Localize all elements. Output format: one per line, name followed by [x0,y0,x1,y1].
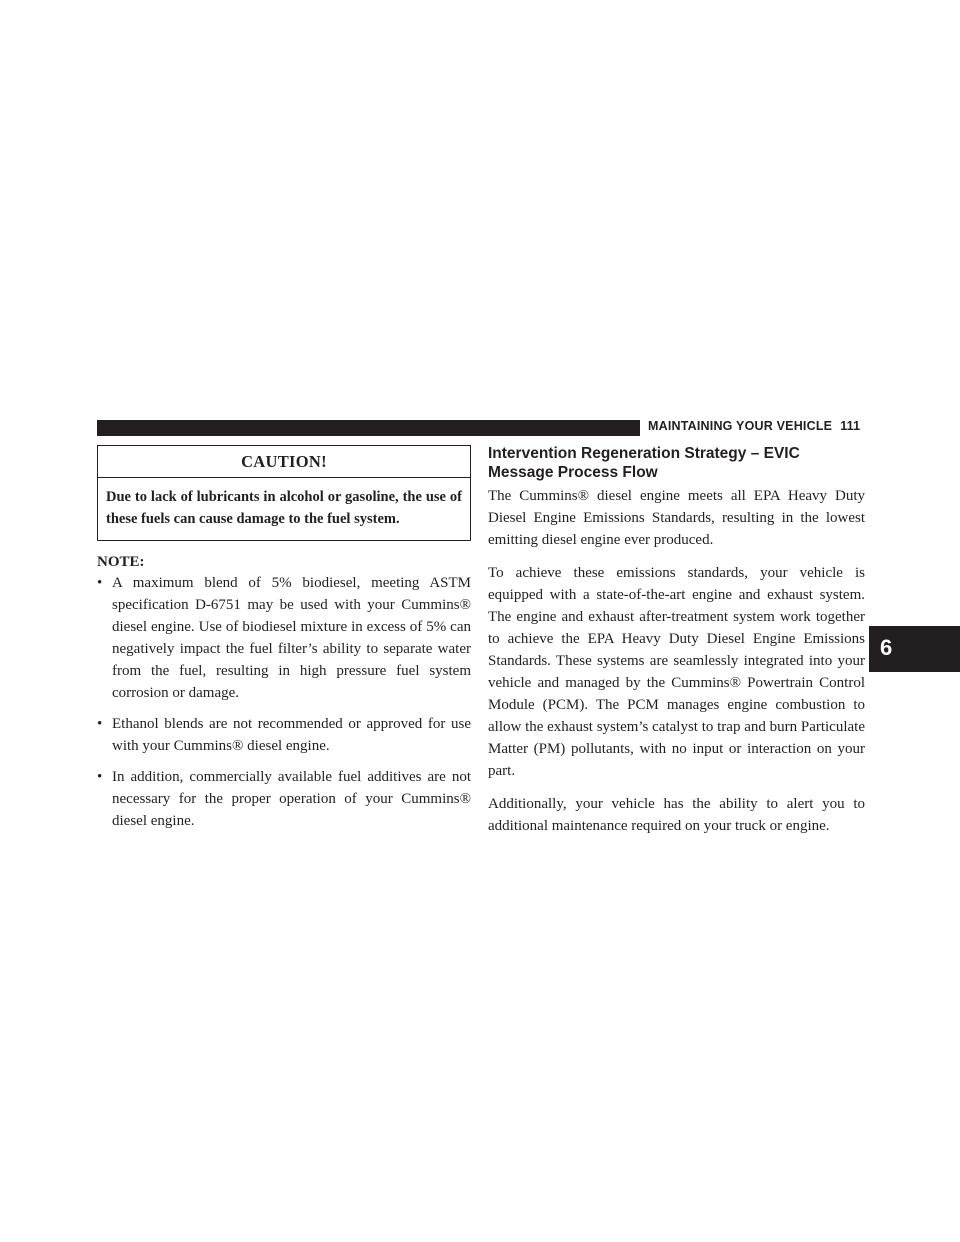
caution-box [97,445,471,541]
bullet-glyph: • [97,575,103,591]
header-rule [97,420,640,436]
running-header [648,419,868,433]
paragraph: Additionally, your vehicle has the ability to alert you to additional maintenance required on your truck or engine. [488,796,865,834]
chapter-tab [869,626,960,672]
paragraph: The Cummins® diesel engine meets all EPA Heavy Duty Diesel Engine Emissions Standards, resulting in the lowest emitting diesel engine ever produced. [488,488,865,548]
list-item [97,766,471,832]
chapter-number: 6 [880,635,893,660]
bullet-text: A maximum blend of 5% biodiesel, meeting ASTM specification D-6751 may be used with your Cummins® diesel engine. Use of biodiesel mixture in excess of 5% can negatively impact the fuel filter’s ability to separate water from the fuel, resulting in high pressure fuel system corrosion or damage. [112,575,471,701]
caution-title: CAUTION! [98,446,470,478]
section-title: MAINTAINING YOUR VEHICLE [648,419,833,433]
bullet-text: Ethanol blends are not recommended or approved for use with your Cummins® diesel engine. [112,716,471,754]
left-column [97,445,471,841]
bullet-text: In addition, commercially available fuel additives are not necessary for the proper operation of your Cummins® diesel engine. [112,769,471,829]
section-heading: Intervention Regeneration Strategy – EVIC Message Process Flow [488,445,800,481]
note-heading: NOTE: [97,554,145,570]
list-item [97,713,471,757]
page-number: 111 [840,419,861,433]
bullet-glyph: • [97,769,103,785]
caution-text: Due to lack of lubricants in alcohol or gasoline, the use of these fuels can cause damage to the fuel system. [106,489,462,527]
paragraph: To achieve these emissions standards, your vehicle is equipped with a state-of-the-art engine and exhaust system. The engine and exhaust after-treatment system work together to achieve the EPA Heavy Duty Diesel Engine Emissions Standards. These systems are seamlessly integrated into your vehicle and managed by the Cummins® Powertrain Control Module (PCM). The PCM manages engine combustion to allow the exhaust system’s catalyst to trap and burn Particulate Matter (PM) pollutants, with no input or interaction on your part. [488,565,865,779]
bullet-glyph: • [97,716,103,732]
list-item [97,572,471,704]
right-column [488,444,865,848]
note-bullet-list [97,572,471,832]
